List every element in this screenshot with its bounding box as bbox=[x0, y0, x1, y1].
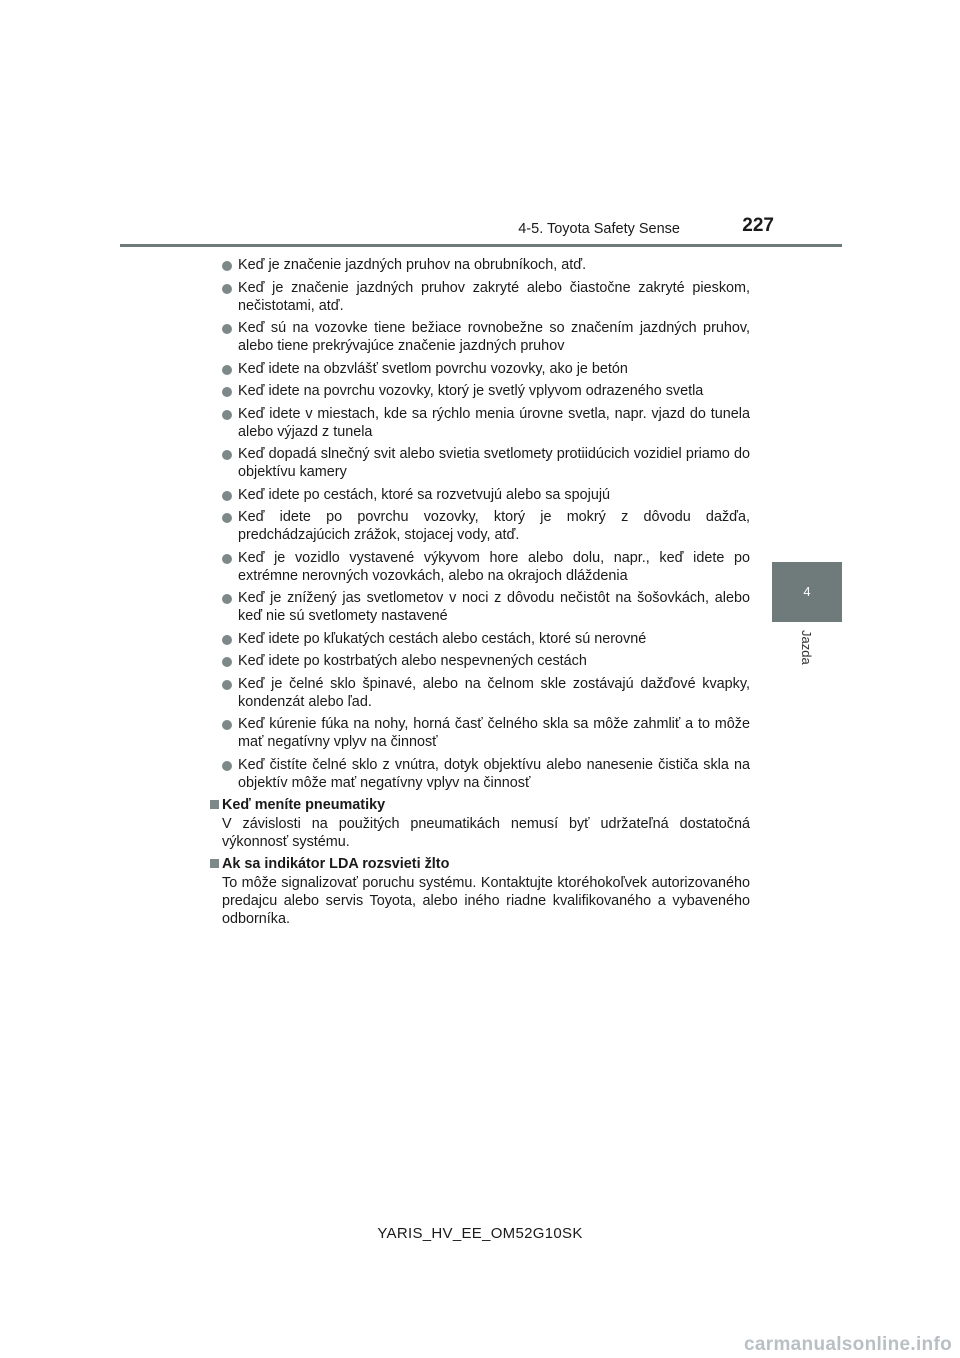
list-item: Keď dopadá slnečný svit alebo svietia svetlomety protiidúcich vozidiel priamo do objektívu kamery bbox=[222, 445, 750, 481]
bullet-list bbox=[222, 256, 750, 792]
list-item: Keď kúrenie fúka na nohy, horná časť čelného skla sa môže zahmliť a to môže mať negatívny vplyv na činnosť bbox=[222, 715, 750, 751]
bullet-dot-icon bbox=[222, 261, 232, 271]
section-tire-change bbox=[222, 796, 750, 851]
list-item: Keď idete po kľukatých cestách alebo cestách, ktoré sú nerovné bbox=[222, 630, 750, 648]
list-item: Keď idete na obzvlášť svetlom povrchu vozovky, ako je betón bbox=[222, 360, 750, 378]
square-bullet-icon bbox=[210, 800, 219, 809]
section-lda-indicator bbox=[222, 855, 750, 928]
section-heading: Keď meníte pneumatiky bbox=[210, 796, 750, 814]
list-item: Keď je značenie jazdných pruhov na obrubníkoch, atď. bbox=[222, 256, 750, 274]
list-item: Keď je vozidlo vystavené výkyvom hore alebo dolu, napr., keď idete po extrémne nerovných vozovkách, alebo na okrajoch dláždenia bbox=[222, 549, 750, 585]
bullet-dot-icon bbox=[222, 491, 232, 501]
bullet-dot-icon bbox=[222, 284, 232, 294]
section-heading: Ak sa indikátor LDA rozsvieti žlto bbox=[210, 855, 750, 873]
list-item: Keď idete po kostrbatých alebo nespevnených cestách bbox=[222, 652, 750, 670]
list-item: Keď sú na vozovke tiene bežiace rovnobežne so značením jazdných pruhov, alebo tiene prekrývajúce značenie jazdných pruhov bbox=[222, 319, 750, 355]
header-rule bbox=[120, 244, 842, 247]
bullet-dot-icon bbox=[222, 635, 232, 645]
list-item: Keď idete po povrchu vozovky, ktorý je mokrý z dôvodu dažďa, predchádzajúcich zrážok, stojacej vody, atď. bbox=[222, 508, 750, 544]
bullet-dot-icon bbox=[222, 324, 232, 334]
bullet-dot-icon bbox=[222, 410, 232, 420]
list-item: Keď čistíte čelné sklo z vnútra, dotyk objektívu alebo nanesenie čističa skla na objektív môže mať negatívny vplyv na činnosť bbox=[222, 756, 750, 792]
list-item: Keď je znížený jas svetlometov v noci z dôvodu nečistôt na šošovkách, alebo keď nie sú svetlomety nastavené bbox=[222, 589, 750, 625]
page-number: 227 bbox=[742, 215, 774, 236]
chapter-side-label bbox=[782, 630, 832, 680]
bullet-dot-icon bbox=[222, 450, 232, 460]
section-body: To môže signalizovať poruchu systému. Kontaktujte ktoréhokoľvek autorizovaného predajcu alebo servis Toyota, alebo iného riadne kvalifikovaného a vybaveného odborníka. bbox=[222, 875, 750, 927]
bullet-dot-icon bbox=[222, 365, 232, 375]
list-item: Keď idete v miestach, kde sa rýchlo menia úrovne svetla, napr. vjazd do tunela alebo výjazd z tunela bbox=[222, 405, 750, 441]
watermark: carmanualsonline.info bbox=[744, 1334, 952, 1355]
bullet-dot-icon bbox=[222, 761, 232, 771]
bullet-dot-icon bbox=[222, 513, 232, 523]
bullet-dot-icon bbox=[222, 657, 232, 667]
square-bullet-icon bbox=[210, 859, 219, 868]
list-item: Keď idete na povrchu vozovky, ktorý je svetlý vplyvom odrazeného svetla bbox=[222, 382, 750, 400]
document-code: YARIS_HV_EE_OM52G10SK bbox=[377, 1225, 583, 1242]
chapter-tab: 4 bbox=[772, 562, 842, 622]
list-item: Keď je čelné sklo špinavé, alebo na čelnom skle zostávajú dažďové kvapky, kondenzát alebo ľad. bbox=[222, 675, 750, 711]
header-section-title: 4-5. Toyota Safety Sense bbox=[518, 221, 680, 237]
section-body: V závislosti na použitých pneumatikách nemusí byť udržateľná dostatočná výkonnosť systému. bbox=[222, 816, 750, 850]
bullet-dot-icon bbox=[222, 594, 232, 604]
chapter-label-text: Jazda bbox=[799, 630, 814, 665]
list-item: Keď je značenie jazdných pruhov zakryté alebo čiastočne zakryté pieskom, nečistotami, atď. bbox=[222, 279, 750, 315]
bullet-dot-icon bbox=[222, 680, 232, 690]
bullet-dot-icon bbox=[222, 387, 232, 397]
page-content bbox=[222, 256, 750, 932]
bullet-dot-icon bbox=[222, 554, 232, 564]
list-item: Keď idete po cestách, ktoré sa rozvetvujú alebo sa spojujú bbox=[222, 486, 750, 504]
bullet-dot-icon bbox=[222, 720, 232, 730]
